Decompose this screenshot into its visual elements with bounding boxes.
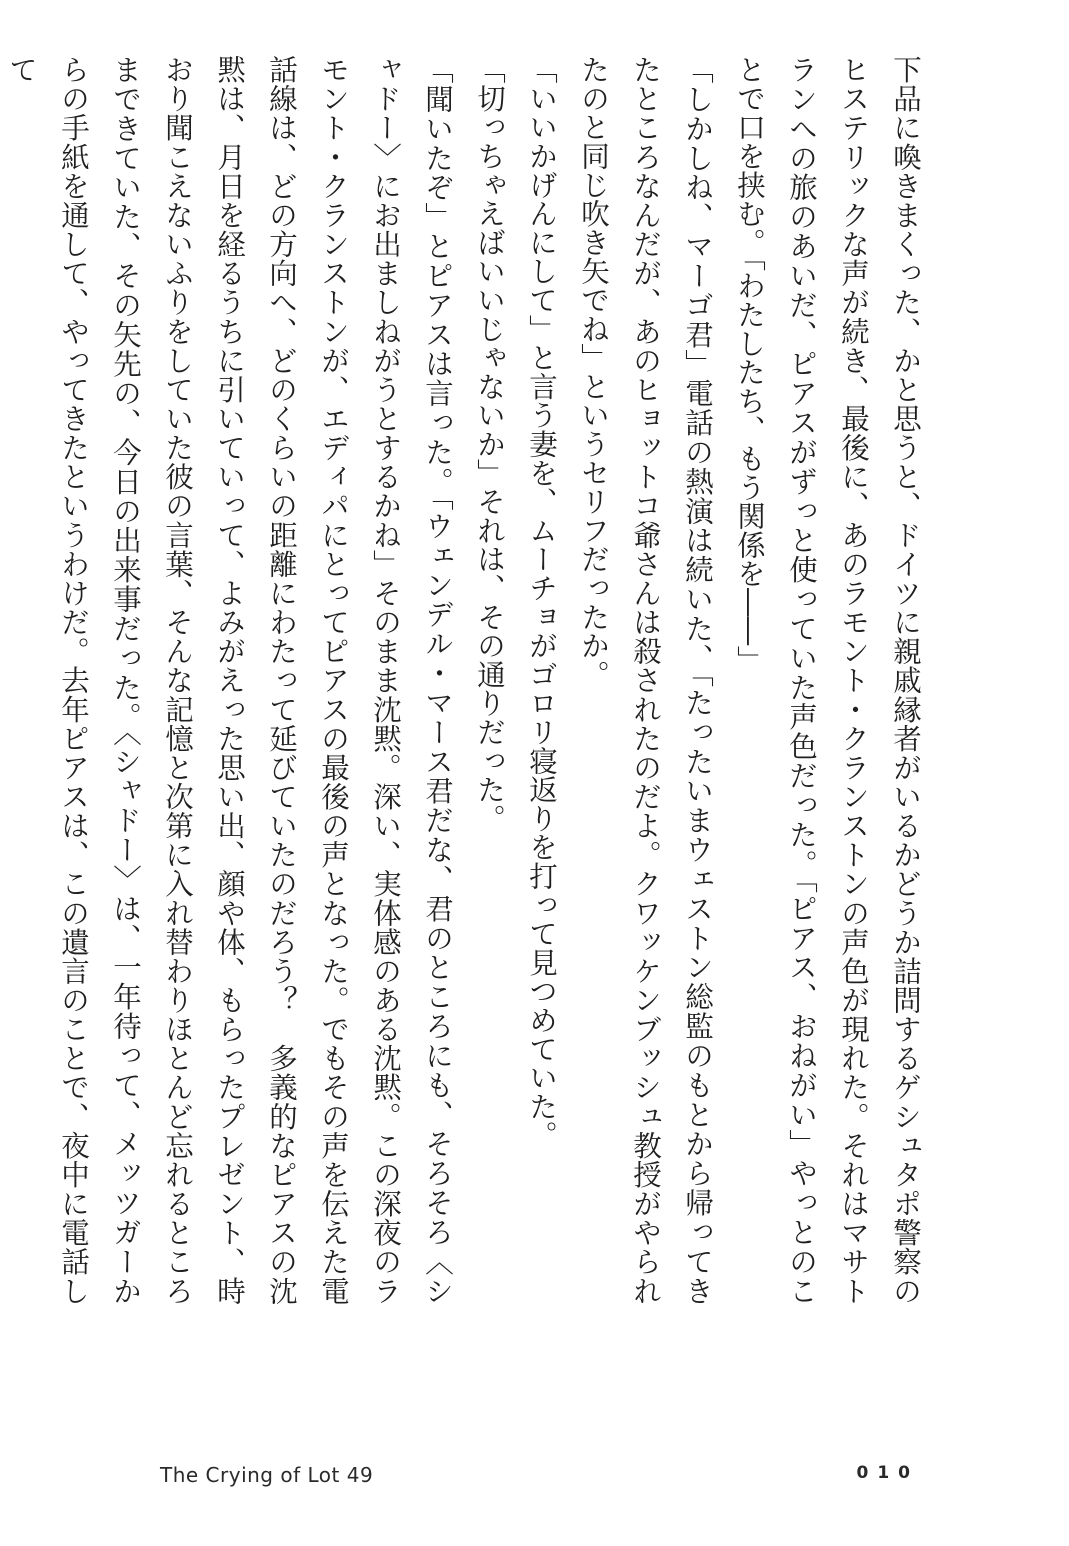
paragraph-1: 下品に喚きまくった、かと思うと、ドイツに親戚縁者がいるかどうか詰問するゲシュタポ警察のヒステリックな声が続き、最後に、あのラモント・クランストンの声色が現れた。それはマサトランへの旅のあいだ、ピアスがずっと使っていた声色だった。「ピアス、おねがい」やっとのことで口を挟む。「わたしたち、もう関係を――」 (733, 55, 922, 1305)
paragraph-3: 「いいかげんにして」と言う妻を、ムーチョがゴロリ寝返りを打って見つめていた。 (525, 55, 558, 1150)
running-title: The Crying of Lot 49 (160, 1463, 374, 1487)
page-number: 010 (856, 1463, 919, 1483)
paragraph-2: 「しかしね、マーゴ君」電話の熱演は続いた、「たったいまウェストン総監のもとから帰ってきたところなんだが、あのヒョットコ爺さんは殺されたのだよ。クワッケンブッシュ教授がやられたのと同じ吹き矢でね」というセリフだったか。 (577, 55, 714, 1305)
paragraph-4: 「切っちゃえばいいじゃないか」それは、その通りだった。 (473, 55, 506, 833)
paragraph-5: 「聞いたぞ」とピアスは言った。「ウェンデル・マース君だな、君のところにも、そろそろ〈シャドー〉にお出ましねがうとするかね」そのまま沈黙。深い、実体感のある沈黙。この深夜のラモント・クランストンが、エディパにとってピアスの最後の声となった。でもその声を伝えた電話線は、どの方向へ、どのくらいの距離にわたって延びていたのだろう？ 多義的なピアスの沈黙は、月日を経るうちに引いていって、よみがえった思い出、顔や体、もらったプレゼント、時おり聞こえないふりをしていた彼の言葉、そんな記憶と次第に入れ替わりほとんど忘れるところまできていた、その矢先の、今日の出来事だった。〈シャドー〉は、一年待って、メッツガーからの手紙を通して、やってきたというわけだ。去年ピアスは、この遺言のことで、夜中に電話して (5, 55, 454, 1305)
vertical-body-text (5, 55, 931, 1305)
